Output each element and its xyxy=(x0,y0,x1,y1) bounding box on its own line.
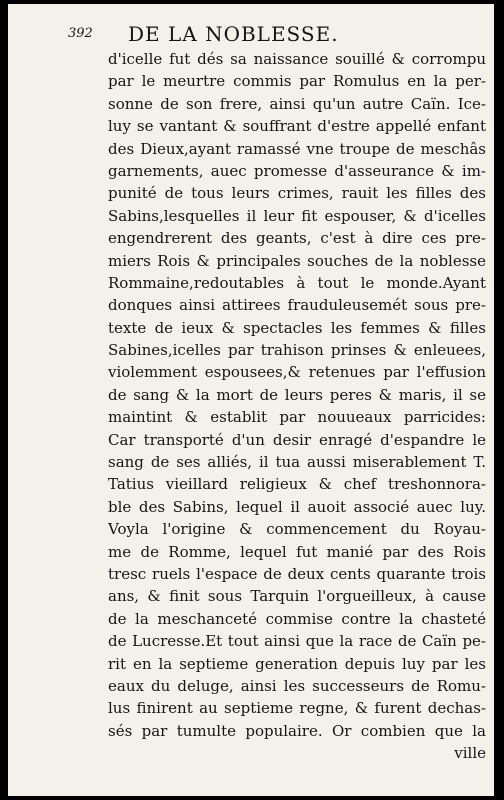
text-line: me de Romme, lequel fut manié par des Rois xyxy=(108,542,486,561)
text-line: sang de ses alliés, il tua aussi miserablement T. xyxy=(108,453,486,472)
text-line: des Dieux,ayant ramassé vne troupe de meschâs xyxy=(108,139,486,158)
text-line: par le meurtre commis par Romulus en la per- xyxy=(108,72,486,91)
text-line: Car transporté d'un desir enragé d'espandre le xyxy=(108,430,486,449)
page-number: 392 xyxy=(68,26,93,41)
catchword: ville xyxy=(454,744,486,763)
text-line: rit en la septieme generation depuis luy par les xyxy=(108,654,486,673)
text-line: violemment espousees,& retenues par l'effusion xyxy=(108,363,486,382)
text-line: de sang & la mort de leurs peres & maris, il se xyxy=(108,385,486,404)
text-line: texte de ieux & spectacles les femmes & filles xyxy=(108,318,486,337)
text-line: engendrerent des geants, c'est à dire ces pre- xyxy=(108,229,486,248)
text-line: sés par tumulte populaire. Or combien que la xyxy=(108,721,486,740)
text-line: Voyla l'origine & commencement du Royau- xyxy=(108,520,486,539)
text-line: Sabins,lesquelles il leur fit espouser, & d'icelles xyxy=(108,206,486,225)
text-line: maintint & establit par nouueaux parricides: xyxy=(108,408,486,427)
text-line: ans, & finit sous Tarquin l'orgueilleux, à cause xyxy=(108,587,486,606)
text-line: lus finirent au septieme regne, & furent dechas- xyxy=(108,699,486,718)
running-title: DE LA NOBLESSE. xyxy=(128,22,339,46)
text-line: Rommaine,redoutables à tout le monde.Ayant xyxy=(108,273,486,292)
text-line: donques ainsi attirees frauduleusemét sous pre- xyxy=(108,296,486,315)
text-line: punité de tous leurs crimes, rauit les filles des xyxy=(108,184,486,203)
text-line: ble des Sabins, lequel il auoit associé auec luy. xyxy=(108,497,486,516)
text-line: sonne de son frere, ainsi qu'un autre Caïn. Ice- xyxy=(108,94,486,113)
text-line: Tatius vieillard religieux & chef treshonnora- xyxy=(108,475,486,494)
text-line: garnements, auec promesse d'asseurance & im- xyxy=(108,161,486,180)
text-line: eaux du deluge, ainsi les successeurs de Romu- xyxy=(108,676,486,695)
text-line: luy se vantant & souffrant d'estre appellé enfant xyxy=(108,117,486,136)
text-line: tresc ruels l'espace de deux cents quarante trois xyxy=(108,564,486,583)
text-line: miers Rois & principales souches de la noblesse xyxy=(108,251,486,270)
page-header xyxy=(68,22,468,46)
text-line: de Lucresse.Et tout ainsi que la race de Caïn pe- xyxy=(108,632,486,651)
text-line: d'icelle fut dés sa naissance souillé & corrompu xyxy=(108,50,486,68)
text-line: de la meschanceté commise contre la chasteté xyxy=(108,609,486,628)
body-text xyxy=(108,48,486,765)
book-page xyxy=(8,4,494,796)
text-line: Sabines,icelles par trahison prinses & enleuees, xyxy=(108,341,486,360)
